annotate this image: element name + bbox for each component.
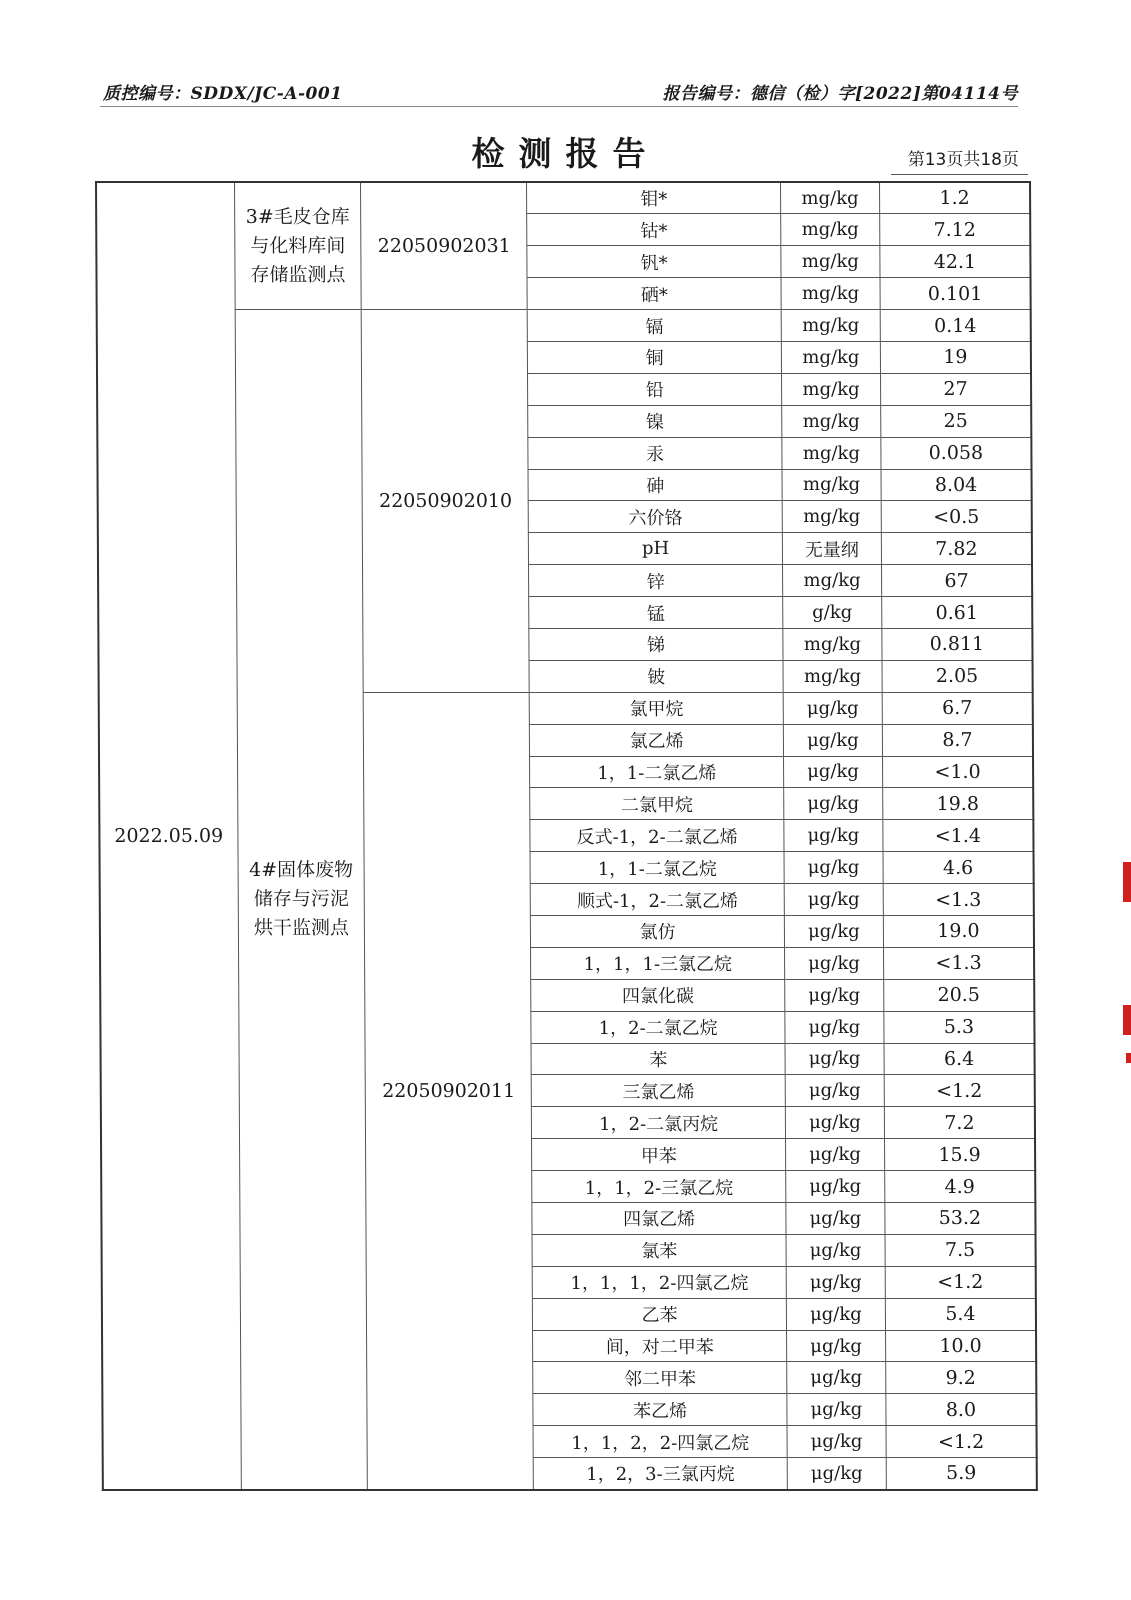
- unit-cell: mg/kg: [782, 405, 881, 437]
- unit-cell: μg/kg: [785, 1075, 884, 1107]
- item-cell: 氯甲烷: [530, 692, 784, 724]
- unit-cell: mg/kg: [783, 565, 882, 597]
- value-cell: 0.058: [881, 437, 1032, 469]
- unit-cell: μg/kg: [786, 1139, 885, 1171]
- unit-cell: mg/kg: [781, 278, 880, 310]
- item-cell: 铍: [529, 660, 783, 692]
- item-cell: 苯: [531, 1043, 785, 1075]
- value-cell: 5.3: [884, 1011, 1035, 1043]
- unit-cell: mg/kg: [782, 373, 881, 405]
- value-cell: 67: [881, 565, 1032, 597]
- item-cell: 1，1-二氯乙烷: [530, 852, 784, 884]
- stamp-edge-mark: [1126, 1053, 1131, 1063]
- unit-cell: μg/kg: [786, 1203, 885, 1235]
- value-cell: 5.9: [886, 1458, 1037, 1490]
- item-cell: 邻二甲苯: [533, 1362, 787, 1394]
- unit-cell: mg/kg: [782, 437, 881, 469]
- value-cell: 8.04: [881, 469, 1032, 501]
- value-cell: 9.2: [886, 1362, 1037, 1394]
- location-cell: 3#毛皮仓库与化料库间存储监测点: [234, 182, 361, 310]
- unit-cell: μg/kg: [786, 1234, 885, 1266]
- page-info-underline: [891, 174, 1028, 175]
- unit-cell: μg/kg: [783, 724, 882, 756]
- unit-cell: mg/kg: [781, 246, 880, 278]
- results-table: [95, 181, 1038, 1491]
- unit-cell: mg/kg: [781, 310, 880, 342]
- item-cell: 氯苯: [532, 1234, 786, 1266]
- item-cell: 顺式-1，2-二氯乙烯: [531, 884, 785, 916]
- unit-cell: mg/kg: [781, 182, 880, 214]
- item-cell: 二氯甲烷: [530, 788, 784, 820]
- item-cell: 锌: [529, 565, 783, 597]
- item-cell: 氯乙烯: [530, 724, 784, 756]
- value-cell: 19.8: [883, 788, 1034, 820]
- unit-cell: μg/kg: [784, 852, 883, 884]
- value-cell: 0.811: [882, 628, 1033, 660]
- unit-cell: μg/kg: [784, 884, 883, 916]
- value-cell: 8.0: [886, 1394, 1037, 1426]
- stamp-edge-mark: [1123, 862, 1131, 902]
- value-cell: 6.7: [882, 692, 1033, 724]
- value-cell: <1.2: [884, 1075, 1035, 1107]
- qc-number: 质控编号：SDDX/JC-A-001: [103, 84, 343, 104]
- item-cell: 铜: [528, 341, 782, 373]
- item-cell: 四氯化碳: [531, 979, 785, 1011]
- item-cell: 锑: [529, 628, 783, 660]
- page-title: 检测报告: [471, 134, 660, 173]
- table-row: [96, 182, 1030, 214]
- value-cell: <1.2: [886, 1426, 1037, 1458]
- report-number: 报告编号：德信（检）字[2022]第04114号: [662, 84, 1018, 104]
- unit-cell: μg/kg: [786, 1266, 885, 1298]
- value-cell: 7.5: [885, 1234, 1036, 1266]
- sample-id-cell: 22050902010: [362, 310, 530, 693]
- unit-cell: μg/kg: [784, 756, 883, 788]
- unit-cell: mg/kg: [783, 628, 882, 660]
- item-cell: 乙苯: [533, 1298, 787, 1330]
- unit-cell: μg/kg: [784, 820, 883, 852]
- item-cell: 钒*: [527, 246, 781, 278]
- value-cell: 19: [880, 341, 1031, 373]
- item-cell: 1，1，2-三氯乙烷: [532, 1171, 786, 1203]
- item-cell: 1，2-二氯丙烷: [532, 1107, 786, 1139]
- value-cell: 5.4: [885, 1298, 1036, 1330]
- value-cell: 19.0: [883, 915, 1034, 947]
- item-cell: 钴*: [527, 214, 781, 246]
- value-cell: 42.1: [880, 246, 1031, 278]
- item-cell: 钼*: [527, 182, 781, 214]
- stamp-edge-mark: [1123, 1005, 1131, 1035]
- item-cell: 间，对二甲苯: [533, 1330, 787, 1362]
- unit-cell: μg/kg: [787, 1362, 886, 1394]
- unit-cell: μg/kg: [785, 1043, 884, 1075]
- unit-cell: μg/kg: [786, 1171, 885, 1203]
- value-cell: 8.7: [882, 724, 1033, 756]
- value-cell: 4.6: [883, 852, 1034, 884]
- unit-cell: μg/kg: [785, 979, 884, 1011]
- item-cell: 1，1，2，2-四氯乙烷: [533, 1426, 787, 1458]
- unit-cell: μg/kg: [787, 1330, 886, 1362]
- value-cell: <1.3: [883, 884, 1034, 916]
- value-cell: <1.4: [883, 820, 1034, 852]
- unit-cell: mg/kg: [783, 660, 882, 692]
- value-cell: <1.2: [885, 1266, 1036, 1298]
- unit-cell: mg/kg: [781, 214, 880, 246]
- unit-cell: μg/kg: [785, 947, 884, 979]
- header-divider: [100, 106, 1018, 107]
- unit-cell: μg/kg: [785, 1011, 884, 1043]
- value-cell: 7.82: [881, 533, 1032, 565]
- value-cell: 10.0: [885, 1330, 1036, 1362]
- item-cell: 镉: [528, 310, 782, 342]
- table-row: [97, 310, 1031, 342]
- value-cell: 27: [880, 373, 1031, 405]
- unit-cell: μg/kg: [784, 788, 883, 820]
- item-cell: 汞: [528, 437, 782, 469]
- unit-cell: μg/kg: [787, 1394, 886, 1426]
- item-cell: 硒*: [527, 278, 781, 310]
- unit-cell: μg/kg: [787, 1426, 886, 1458]
- unit-cell: μg/kg: [784, 915, 883, 947]
- value-cell: 7.12: [880, 214, 1031, 246]
- item-cell: pH: [529, 533, 783, 565]
- item-cell: 六价铬: [529, 501, 783, 533]
- item-cell: 1，1-二氯乙烯: [530, 756, 784, 788]
- item-cell: 三氯乙烯: [532, 1075, 786, 1107]
- value-cell: <1.0: [882, 756, 1033, 788]
- unit-cell: mg/kg: [782, 469, 881, 501]
- value-cell: 15.9: [884, 1139, 1035, 1171]
- value-cell: 25: [881, 405, 1032, 437]
- unit-cell: mg/kg: [782, 501, 881, 533]
- sample-id-cell: 22050902011: [364, 692, 534, 1489]
- value-cell: <1.3: [883, 947, 1034, 979]
- sampling-date-cell: 2022.05.09: [96, 182, 241, 1490]
- item-cell: 四氯乙烯: [532, 1203, 786, 1235]
- item-cell: 1，2-二氯乙烷: [531, 1011, 785, 1043]
- value-cell: 0.101: [880, 278, 1031, 310]
- item-cell: 氯仿: [531, 915, 785, 947]
- unit-cell: 无量纲: [782, 533, 881, 565]
- value-cell: 0.14: [880, 310, 1031, 342]
- item-cell: 苯乙烯: [533, 1394, 787, 1426]
- unit-cell: μg/kg: [786, 1298, 885, 1330]
- item-cell: 1，2，3-三氯丙烷: [534, 1458, 788, 1490]
- item-cell: 镍: [528, 405, 782, 437]
- value-cell: 53.2: [885, 1203, 1036, 1235]
- value-cell: 1.2: [879, 182, 1030, 214]
- item-cell: 铅: [528, 373, 782, 405]
- item-cell: 1，1，1-三氯乙烷: [531, 947, 785, 979]
- value-cell: 4.9: [885, 1171, 1036, 1203]
- value-cell: 20.5: [884, 979, 1035, 1011]
- unit-cell: μg/kg: [783, 692, 882, 724]
- value-cell: 2.05: [882, 660, 1033, 692]
- item-cell: 反式-1，2-二氯乙烯: [530, 820, 784, 852]
- value-cell: 0.61: [882, 597, 1033, 629]
- value-cell: 6.4: [884, 1043, 1035, 1075]
- unit-cell: g/kg: [783, 597, 882, 629]
- sample-id-cell: 22050902031: [361, 182, 528, 310]
- value-cell: <0.5: [881, 501, 1032, 533]
- unit-cell: μg/kg: [787, 1458, 886, 1490]
- item-cell: 1，1，1，2-四氯乙烷: [533, 1266, 787, 1298]
- unit-cell: mg/kg: [781, 341, 880, 373]
- item-cell: 砷: [528, 469, 782, 501]
- page-info: 第13页共18页: [907, 150, 1019, 170]
- unit-cell: μg/kg: [785, 1107, 884, 1139]
- item-cell: 锰: [529, 597, 783, 629]
- location-cell: 4#固体废物储存与污泥烘干监测点: [235, 310, 368, 1490]
- item-cell: 甲苯: [532, 1139, 786, 1171]
- results-table-body: [96, 182, 1037, 1490]
- value-cell: 7.2: [884, 1107, 1035, 1139]
